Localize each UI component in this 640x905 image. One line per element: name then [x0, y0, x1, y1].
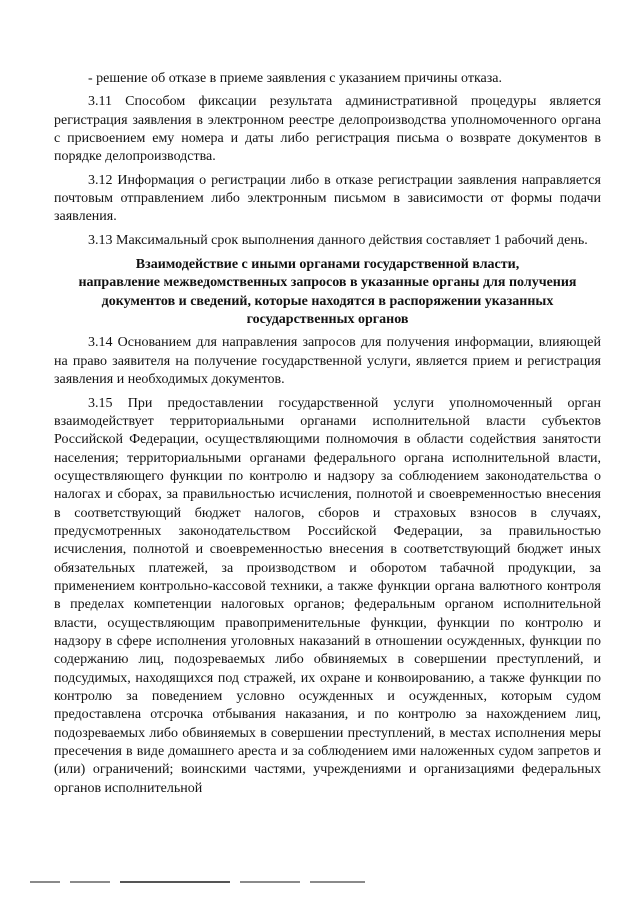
paragraph-3-11: 3.11 Способом фиксации результата административной процедуры является регистрация заявления в электронном реестре делопроизводства уполномоченного органа с присвоением ему номера и даты либо регистрация письма о возврате документов в порядке делопроизводства. — [54, 94, 601, 165]
section-heading — [54, 256, 601, 329]
heading-line: направление межведомственных запросов в указанные органы для получения — [78, 275, 577, 291]
paragraph-3-15: 3.15 При предоставлении государственной услуги уполномоченный орган взаимодействует территориальными органами исполнительной власти субъектов Российской Федерации, осуществляющими полномочия в области содействия занятости населения; территориальными органами федерального органа исполнительной власти, осуществляющего функции по контролю и надзору за соблюдением законодательства о налогах и сборах, за правильностью исчисления, полнотой и своевременностью внесения в соответствующий бюджет налогов, сборов и страховых взносов в случаях, предусмотренных законодательством Российской Федерации, за правильностью исчисления, полнотой и своевременностью внесения в соответствующий бюджет иных обязательных платежей, за производством и оборотом табачной продукции, за применением контрольно-кассовой техники, а также функции органа валютного контроля в пределах компетенции налоговых органов; федеральным органом исполнительной власти, осуществляющим правоприменительные функции, функции по контролю и надзору в сфере исполнения уголовных наказаний в отношении осужденных, функции по содержанию лиц, подозреваемых либо обвиняемых в совершении преступлений, и подсудимых, находящихся под стражей, их охране и конвоированию, а также функции по контролю за поведением условно осужденных и осужденных, которым судом предоставлена отсрочка отбывания наказания, и по контролю за нахождением лиц, подозреваемых либо обвиняемых в совершении преступлений, в местах исполнения меры пресечения в виде домашнего ареста и за соблюдением ими наложенных судом запретов и (или) ограничений; воинскими частями, учреждениями и организациями федеральных органов исполнительной — [54, 395, 601, 796]
paragraph-rejection-decision: - решение об отказе в приеме заявления с указанием причины отказа. — [88, 71, 503, 86]
heading-line: Взаимодействие с иными органами государственной власти, — [135, 257, 520, 273]
paragraph-3-14: 3.14 Основанием для направления запросов для получения информации, влияющей на право заявителя на получение государственной услуги, является прием и регистрация заявления и необходимых документов. — [54, 335, 601, 388]
scan-footer-artifact — [30, 881, 370, 884]
document-body — [54, 70, 601, 803]
paragraph-3-12: 3.12 Информация о регистрации либо в отказе регистрации заявления направляется почтовым отправлением либо электронным письмом в зависимости от формы подачи заявления. — [54, 172, 601, 225]
heading-line: государственных органов — [246, 312, 409, 328]
heading-line: документов и сведений, которые находятся в распоряжении указанных — [101, 293, 554, 309]
paragraph-3-13: 3.13 Максимальный срок выполнения данного действия составляет 1 рабочий день. — [88, 232, 588, 248]
